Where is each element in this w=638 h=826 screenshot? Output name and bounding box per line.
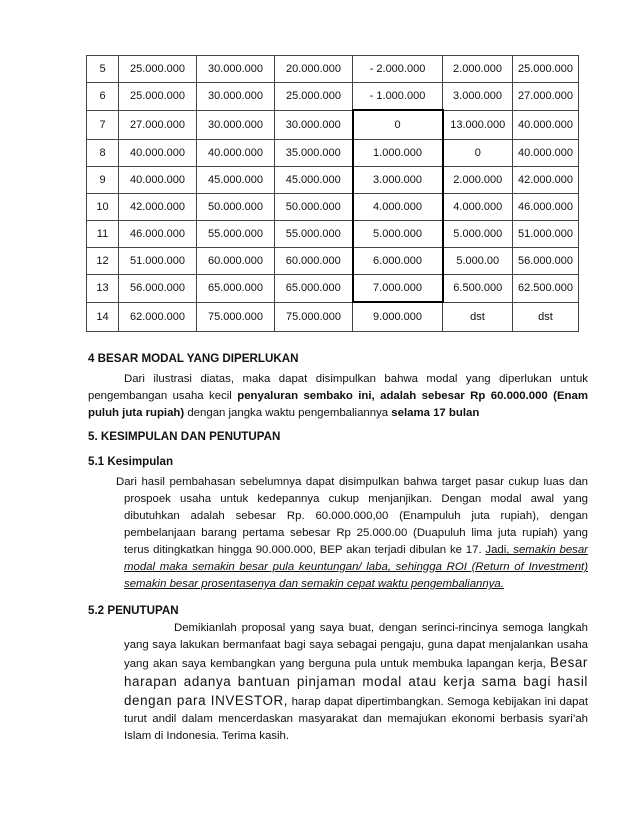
table-cell: 0 — [443, 140, 513, 167]
table-row — [87, 110, 579, 140]
table-cell: 60.000.000 — [197, 248, 275, 275]
table-cell: 42.000.000 — [119, 194, 197, 221]
table-cell: 6.500.000 — [443, 275, 513, 303]
table-row — [87, 302, 579, 332]
table-cell: 27.000.000 — [513, 83, 579, 111]
table-cell: dst — [443, 302, 513, 332]
table-cell: 40.000.000 — [197, 140, 275, 167]
table-cell: 30.000.000 — [197, 83, 275, 111]
table-cell: 30.000.000 — [275, 110, 353, 140]
table-body — [87, 56, 579, 332]
table-cell: 10 — [87, 194, 119, 221]
table-cell: - 2.000.000 — [353, 56, 443, 83]
subsection-5-1-heading: 5.1 Kesimpulan — [88, 455, 174, 468]
table-cell: 5.000.00 — [443, 248, 513, 275]
closing-paragraph — [88, 620, 588, 745]
section-5 — [88, 430, 588, 745]
table-cell: 5 — [87, 56, 119, 83]
table-cell: 7.000.000 — [353, 275, 443, 303]
section-4-paragraph — [88, 371, 588, 422]
table-cell: 65.000.000 — [275, 275, 353, 303]
financial-table-container — [86, 55, 578, 332]
table-cell: 25.000.000 — [275, 83, 353, 111]
table-cell: 50.000.000 — [275, 194, 353, 221]
financial-table — [86, 55, 579, 332]
table-cell: 51.000.000 — [513, 221, 579, 248]
table-cell: 3.000.000 — [443, 83, 513, 111]
table-cell: 0 — [353, 110, 443, 140]
table-cell: 75.000.000 — [197, 302, 275, 332]
bold-span: penyaluran sembako ini, adalah sebesar Rp 60.000.000 (Enam puluh juta rupiah) — [88, 390, 588, 419]
table-cell: 11 — [87, 221, 119, 248]
table-cell: 6 — [87, 83, 119, 111]
table-cell: 60.000.000 — [275, 248, 353, 275]
subsection-5-2-heading: 5.2 PENUTUPAN — [88, 604, 179, 617]
text-span: dengan jangka waktu pengembaliannya — [184, 407, 392, 419]
table-row — [87, 56, 579, 83]
table-cell: 27.000.000 — [119, 110, 197, 140]
table-row — [87, 83, 579, 111]
table-cell: 45.000.000 — [275, 167, 353, 194]
table-cell: 51.000.000 — [119, 248, 197, 275]
table-row — [87, 248, 579, 275]
table-cell: 50.000.000 — [197, 194, 275, 221]
underline-span: Jadi, — [485, 544, 510, 556]
table-cell: 2.000.000 — [443, 56, 513, 83]
table-cell: 13 — [87, 275, 119, 303]
table-cell: 6.000.000 — [353, 248, 443, 275]
table-cell: 5.000.000 — [443, 221, 513, 248]
table-cell: 40.000.000 — [119, 140, 197, 167]
table-cell: 56.000.000 — [513, 248, 579, 275]
table-cell: 46.000.000 — [119, 221, 197, 248]
table-cell: - 1.000.000 — [353, 83, 443, 111]
table-row — [87, 140, 579, 167]
table-cell: 12 — [87, 248, 119, 275]
table-cell: 25.000.000 — [513, 56, 579, 83]
table-cell: 9.000.000 — [353, 302, 443, 332]
underline-italic-span: semakin besar modal maka semakin besar pula keuntungan/ laba, sehingga ROI (Return of Investment) semakin besar prosentasenya dan semakin cepat waktu pengembaliannya. — [124, 544, 588, 590]
text-span: harap dapat dipertimbangkan. Semoga kebijakan ini dapat turut andil dalam mencerdaskan masyarakat dan memajukan ekonomi berbasis syari’ah Islam di Indonesia. Terima kasih. — [124, 696, 588, 742]
table-cell: 40.000.000 — [119, 167, 197, 194]
table-row — [87, 275, 579, 303]
emphasis-span: Besar harapan adanya bantuan pinjaman modal atau kerja sama bagi hasil dengan para INVESTOR, — [124, 655, 588, 708]
table-cell: 20.000.000 — [275, 56, 353, 83]
table-cell: 75.000.000 — [275, 302, 353, 332]
table-cell: 4.000.000 — [353, 194, 443, 221]
conclusion-paragraph — [88, 474, 588, 593]
table-cell: 25.000.000 — [119, 83, 197, 111]
table-cell: 56.000.000 — [119, 275, 197, 303]
table-cell: 30.000.000 — [197, 56, 275, 83]
table-cell: 62.500.000 — [513, 275, 579, 303]
table-cell: 8 — [87, 140, 119, 167]
table-cell: 40.000.000 — [513, 140, 579, 167]
table-cell: 1.000.000 — [353, 140, 443, 167]
text-span: Demikianlah proposal yang saya buat, dengan serinci-rincinya semoga langkah yang saya lakukan bermanfaat bagi saya sebagai pengaju, guna dapat menjalankan usaha yang akan saya kembangkan yang berguna pula untuk membuka lapangan kerja, — [124, 622, 588, 670]
table-row — [87, 221, 579, 248]
text-span: Dari hasil pembahasan sebelumnya dapat disimpulkan bahwa target pasar cukup luas dan prospoek usaha untuk kedepannya cukup menjanjikan. Dengan modal awal yang dibutuhkan adalah sebesar Rp. 60.000.000,00 (Enampuluh juta rupiah), dengan pembelanjaan barang pertama sebesar Rp 25.000.00 (Duapuluh lima juta rupiah) yang terus ditingkatkan hingga 90.000.000, BEP akan terjadi dibulan ke 17. — [116, 476, 588, 556]
table-cell: 25.000.000 — [119, 56, 197, 83]
table-row — [87, 194, 579, 221]
table-cell: 2.000.000 — [443, 167, 513, 194]
table-cell: 40.000.000 — [513, 110, 579, 140]
table-cell: 13.000.000 — [443, 110, 513, 140]
table-cell: 46.000.000 — [513, 194, 579, 221]
table-cell: 9 — [87, 167, 119, 194]
table-cell: 35.000.000 — [275, 140, 353, 167]
table-row — [87, 167, 579, 194]
table-cell: 5.000.000 — [353, 221, 443, 248]
section-4 — [88, 352, 588, 422]
section-4-heading: 4 BESAR MODAL YANG DIPERLUKAN — [88, 352, 299, 365]
table-cell: 45.000.000 — [197, 167, 275, 194]
table-cell: 3.000.000 — [353, 167, 443, 194]
bold-span: selama 17 bulan — [391, 407, 480, 419]
table-cell: 42.000.000 — [513, 167, 579, 194]
table-cell: 4.000.000 — [443, 194, 513, 221]
table-cell: 14 — [87, 302, 119, 332]
table-cell: 65.000.000 — [197, 275, 275, 303]
section-5-heading: 5. KESIMPULAN DAN PENUTUPAN — [88, 430, 281, 443]
table-cell: dst — [513, 302, 579, 332]
table-cell: 55.000.000 — [275, 221, 353, 248]
table-cell: 7 — [87, 110, 119, 140]
table-cell: 62.000.000 — [119, 302, 197, 332]
text-span: Dari ilustrasi diatas, maka dapat disimpulkan bahwa modal yang diperlukan untuk pengembangan usaha kecil — [88, 373, 588, 402]
table-cell: 30.000.000 — [197, 110, 275, 140]
table-cell: 55.000.000 — [197, 221, 275, 248]
